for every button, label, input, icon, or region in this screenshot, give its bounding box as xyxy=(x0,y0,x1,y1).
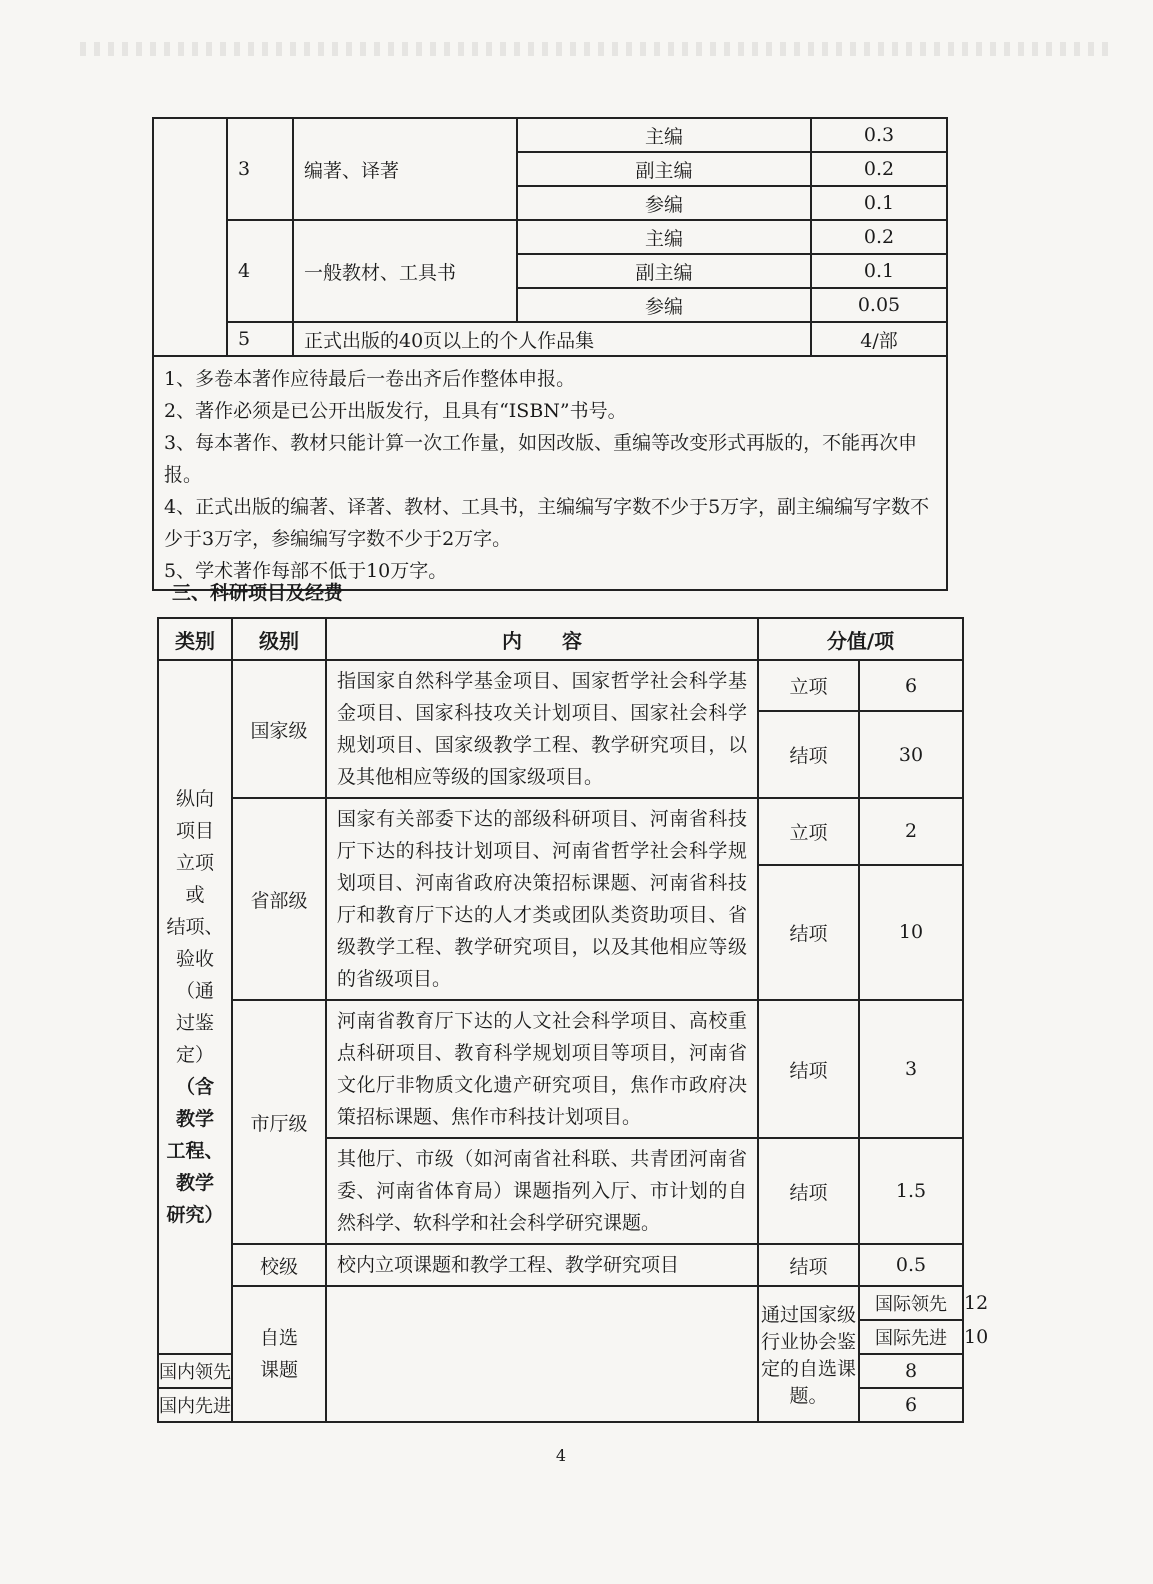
row-number: 4 xyxy=(227,220,293,322)
content-cell: 校内立项课题和教学工程、教学研究项目 xyxy=(326,1244,758,1286)
score: 0.2 xyxy=(811,152,947,186)
score: 0.1 xyxy=(811,254,947,288)
category-line: （含 xyxy=(175,1076,214,1098)
table-row: 自选 课题 通过国家级行业协会鉴定的自选课题。 国际领先 12 xyxy=(158,1286,963,1320)
category-line: 教学 xyxy=(175,1172,214,1194)
category-line: 纵向 xyxy=(175,788,214,810)
projects-table xyxy=(157,617,989,1423)
category-line: 或 xyxy=(185,884,205,906)
table-row xyxy=(158,1244,963,1286)
category-line: 项目 xyxy=(175,820,214,842)
table-row xyxy=(153,322,947,356)
score: 0.05 xyxy=(811,288,947,322)
row-number: 5 xyxy=(227,322,293,356)
note-5: 5、学术著作每部不低于10万字。 xyxy=(164,560,448,582)
category-line: 课题 xyxy=(259,1359,298,1381)
category-line: 过鉴 xyxy=(175,1012,214,1034)
category-line: 结项、 xyxy=(166,916,224,938)
score: 0.3 xyxy=(811,118,947,152)
category-line: （通 xyxy=(175,980,214,1002)
header-content: 内 容 xyxy=(326,618,758,660)
works-table xyxy=(152,117,948,591)
score: 0.1 xyxy=(811,186,947,220)
content-cell: 河南省教育厅下达的人文社会科学项目、高校重点科研项目、教育科学规划项目等项目，河南省文化厅非物质文化遗产研究项目，焦作市政府决策招标课题、焦作市科技计划项目。 xyxy=(326,1000,758,1138)
category-line: 定） xyxy=(175,1044,214,1066)
score: 0.2 xyxy=(811,220,947,254)
role: 主编 xyxy=(517,220,811,254)
note-4: 4、正式出版的编著、译著、教材、工具书，主编编写字数不少于5万字，副主编编写字数不少于3万字，参编编写字数不少于2万字。 xyxy=(164,496,930,550)
role: 副主编 xyxy=(517,152,811,186)
table-row: 国际先进 10 xyxy=(158,1320,963,1354)
item-type: 结项 xyxy=(758,1138,859,1244)
note-3: 3、每本著作、教材只能计算一次工作量，如因改版、重编等改变形式再版的，不能再次申报。 xyxy=(164,432,918,486)
table-row xyxy=(158,660,963,711)
notes xyxy=(153,356,947,590)
grade: 国内先进 xyxy=(158,1388,232,1422)
item-type: 结项 xyxy=(758,865,859,1000)
section-title: 三、科研项目及经费 xyxy=(172,582,344,604)
scan-noise xyxy=(80,42,1110,56)
table-row xyxy=(158,1000,963,1138)
role: 副主编 xyxy=(517,254,811,288)
item-type: 结项 xyxy=(758,1000,859,1138)
item-value: 2 xyxy=(859,798,963,865)
grade: 国际领先 xyxy=(859,1286,963,1320)
level-cell-blank xyxy=(326,1286,758,1422)
category-line: 验收 xyxy=(175,948,214,970)
grade-value: 6 xyxy=(859,1388,963,1422)
category-line: 教学 xyxy=(175,1108,214,1130)
item-value: 0.5 xyxy=(859,1244,963,1286)
level-cell: 市厅级 xyxy=(232,1000,326,1244)
role: 主编 xyxy=(517,118,811,152)
work-type: 正式出版的40页以上的个人作品集 xyxy=(293,322,811,356)
table-row xyxy=(153,118,947,152)
table-row xyxy=(158,798,963,865)
item-type: 立项 xyxy=(758,660,859,711)
category-self-selected xyxy=(232,1286,326,1422)
work-type: 编著、译著 xyxy=(293,118,517,220)
page-number: 4 xyxy=(555,1446,567,1465)
item-type: 结项 xyxy=(758,711,859,798)
level-cell: 国家级 xyxy=(232,660,326,798)
note-1: 1、多卷本著作应待最后一卷出齐后作整体申报。 xyxy=(164,368,576,390)
content-cell: 其他厅、市级（如河南省社科联、共青团河南省委、河南省体育局）课题指列入厅、市计划的自然科学、软科学和社会科学研究课题。 xyxy=(326,1138,758,1244)
header-category: 类别 xyxy=(158,618,232,660)
grade: 国际先进 xyxy=(859,1320,963,1354)
content-cell: 通过国家级行业协会鉴定的自选课题。 xyxy=(758,1286,859,1422)
grade-value: 8 xyxy=(859,1354,963,1388)
item-type: 立项 xyxy=(758,798,859,865)
role: 参编 xyxy=(517,186,811,220)
work-type: 一般教材、工具书 xyxy=(293,220,517,322)
category-line: 研究） xyxy=(166,1204,224,1226)
category-line: 立项 xyxy=(175,852,214,874)
item-value: 3 xyxy=(859,1000,963,1138)
grade: 国内领先 xyxy=(158,1354,232,1388)
category-line: 工程、 xyxy=(166,1140,224,1162)
level-cell: 省部级 xyxy=(232,798,326,1000)
table-row xyxy=(153,220,947,254)
role: 参编 xyxy=(517,288,811,322)
score: 4/部 xyxy=(811,322,947,356)
notes-row xyxy=(153,356,947,590)
category-cell-blank xyxy=(153,118,227,356)
header-row xyxy=(158,618,963,660)
item-value: 1.5 xyxy=(859,1138,963,1244)
level-cell: 校级 xyxy=(232,1244,326,1286)
row-number: 3 xyxy=(227,118,293,220)
header-score: 分值/项 xyxy=(758,618,963,660)
content-cell: 国家有关部委下达的部级科研项目、河南省科技厅下达的科技计划项目、河南省哲学社会科学规划项目、河南省政府决策招标课题、河南省科技厅和教育厅下达的人才类或团队类资助项目、省级教学工程、教学研究项目，以及其他相应等级的省级项目。 xyxy=(326,798,758,1000)
item-value: 10 xyxy=(859,865,963,1000)
item-value: 6 xyxy=(859,660,963,711)
category-line: 自选 xyxy=(259,1327,298,1349)
header-level: 级别 xyxy=(232,618,326,660)
category-vertical xyxy=(158,660,232,1354)
content-cell: 指国家自然科学基金项目、国家哲学社会科学基金项目、国家科技攻关计划项目、国家社会科学规划项目、国家级教学工程、教学研究项目，以及其他相应等级的国家级项目。 xyxy=(326,660,758,798)
item-type: 结项 xyxy=(758,1244,859,1286)
note-2: 2、著作必须是已公开出版发行，且具有“ISBN”书号。 xyxy=(164,400,627,422)
item-value: 30 xyxy=(859,711,963,798)
